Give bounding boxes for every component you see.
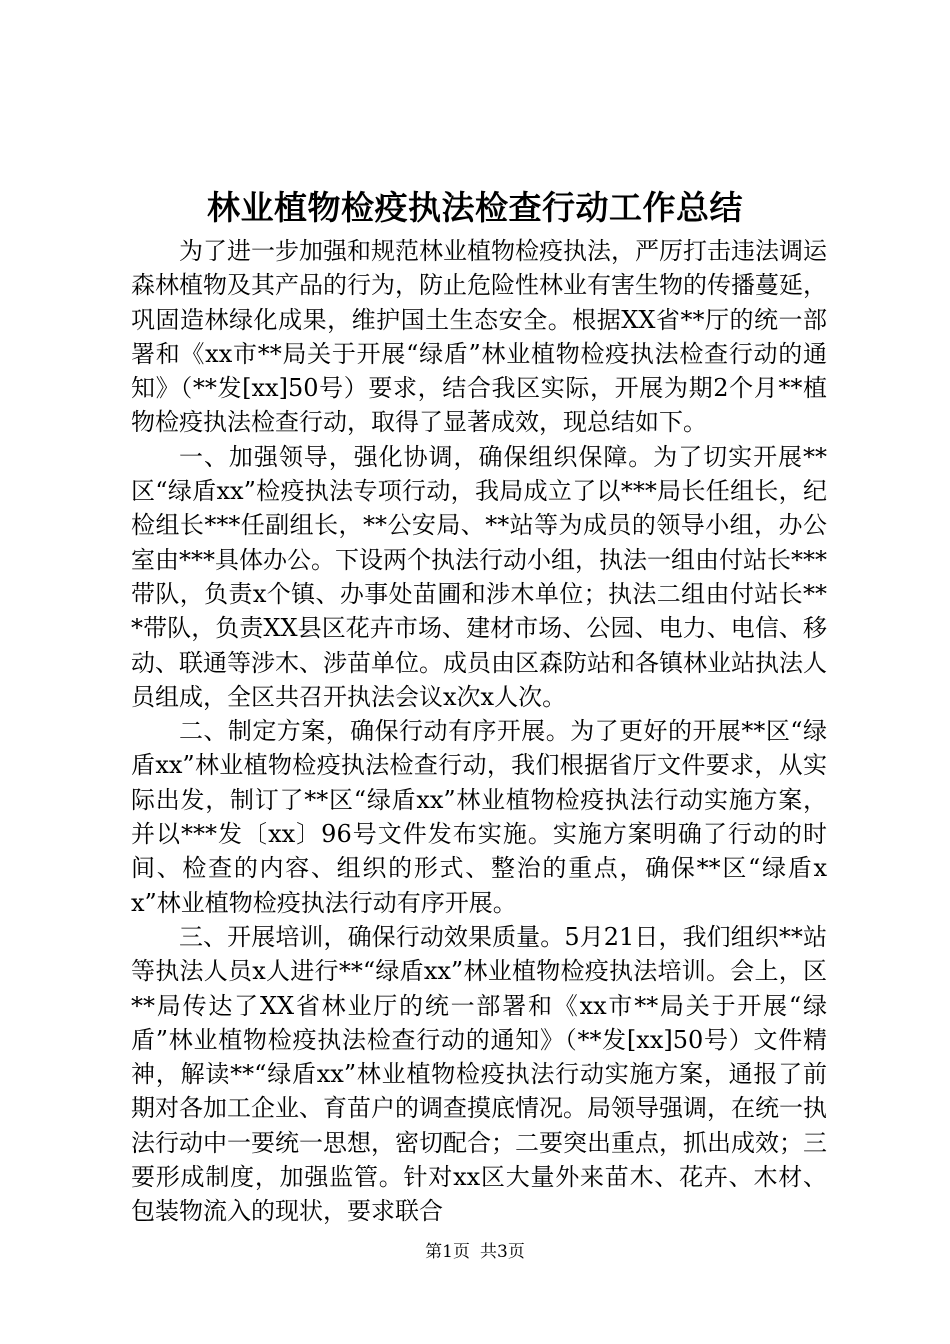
document-body xyxy=(131,234,827,1229)
page-number-total: 共3页 xyxy=(480,1242,525,1262)
paragraph-section-2: 二、制定方案，确保行动有序开展。为了更好的开展**区“绿盾xx”林业植物检疫执法检查行动，我们根据省厅文件要求，从实际出发，制订了**区“绿盾xx”林业植物检疫执法行动实施方案，并以***发〔xx〕96号文件发布实施。实施方案明确了行动的时间、检查的内容、组织的形式、整治的重点，确保**区“绿盾xx”林业植物检疫执法行动有序开展。 xyxy=(131,717,827,917)
paragraph-section-3: 三、开展培训，确保行动效果质量。5月21日，我们组织**站等执法人员x人进行**“绿盾xx”林业植物检疫执法培训。会上，区**局传达了XX省林业厅的统一部署和《xx市**局关于开展“绿盾”林业植物检疫执法检查行动的通知》（**发[xx]50号）文件精神，解读**“绿盾xx”林业植物检疫执法行动实施方案，通报了前期对各加工企业、育苗户的调查摸底情况。局领导强调，在统一执法行动中一要统一思想，密切配合；二要突出重点，抓出成效；三要形成制度，加强监管。针对xx区大量外来苗木、花卉、木材、包装物流入的现状，要求联合 xyxy=(131,922,827,1226)
page-footer xyxy=(0,1240,950,1264)
paragraph-intro: 为了进一步加强和规范林业植物检疫执法，严厉打击违法调运森林植物及其产品的行为，防止危险性林业有害生物的传播蔓延，巩固造林绿化成果，维护国土生态安全。根据XX省**厅的统一部署和《xx市**局关于开展“绿盾”林业植物检疫执法检查行动的通知》（**发[xx]50号）要求，结合我区实际，开展为期2个月**植物检疫执法检查行动，取得了显著成效，现总结如下。 xyxy=(131,237,827,437)
paragraph-section-1: 一、加强领导，强化协调，确保组织保障。为了切实开展**区“绿盾xx”检疫执法专项行动，我局成立了以***局长任组长，纪检组长***任副组长，**公安局、**站等为成员的领导小组，办公室由***具体办公。下设两个执法行动小组，执法一组由付站长***带队，负责x个镇、办事处苗圃和涉木单位；执法二组由付站长***带队，负责XX县区花卉市场、建材市场、公园、电力、电信、移动、联通等涉木、涉苗单位。成员由区森防站和各镇林业站执法人员组成，全区共召开执法会议x次x人次。 xyxy=(131,442,827,711)
page-number-current: 第1页 xyxy=(425,1242,470,1262)
document-title: 林业植物检疫执法检查行动工作总结 xyxy=(207,188,743,227)
